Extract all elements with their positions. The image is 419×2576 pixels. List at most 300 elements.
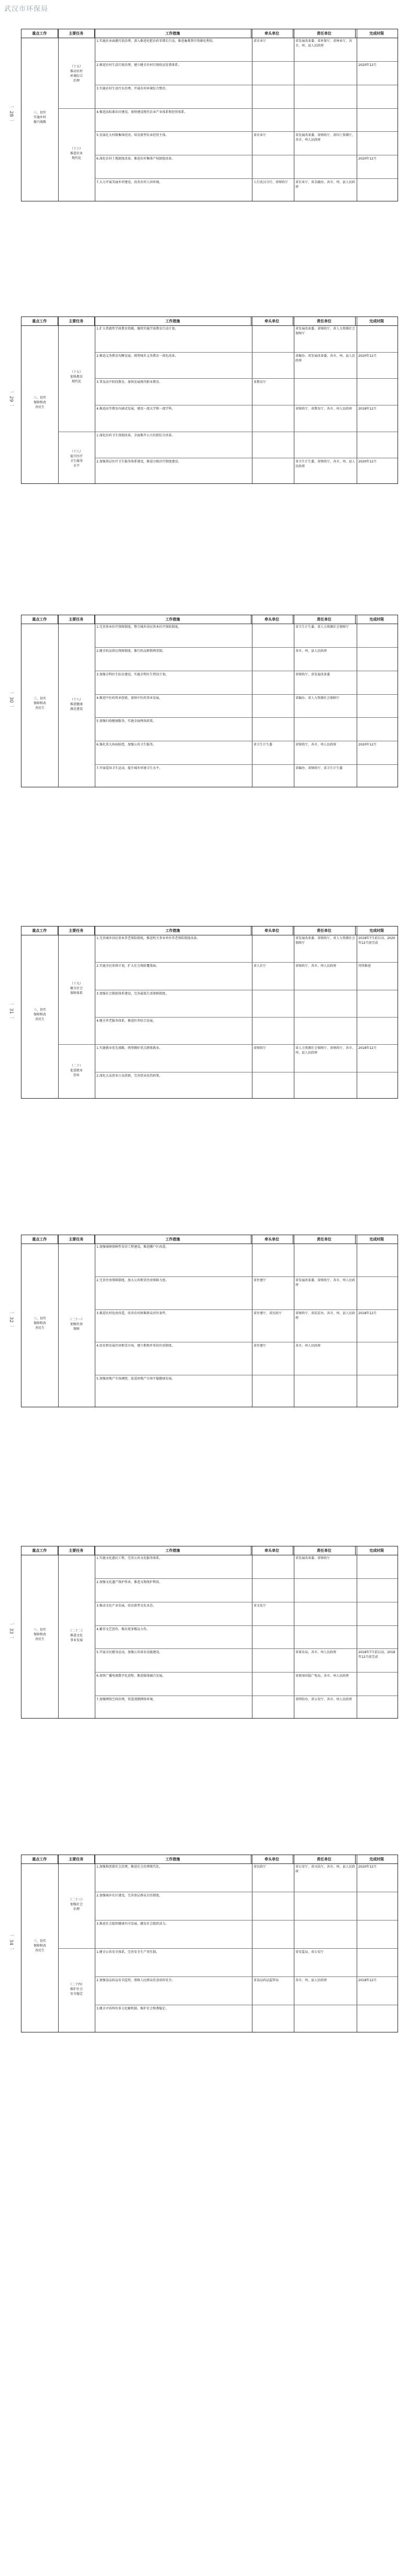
responsible-unit-cell [294, 2005, 357, 2033]
deadline-cell: 2018年12月 [358, 1046, 377, 1050]
responsible-unit-cell [294, 432, 357, 459]
table-row [95, 1696, 398, 1720]
lead-unit-cell [252, 648, 294, 671]
table-row [95, 671, 398, 695]
responsible-unit-cell: 省财政厅、省发展改革委 [295, 672, 330, 676]
header-cell: 责任单位 [293, 615, 356, 624]
deadline-cell [357, 624, 399, 647]
header-cell: 重点工作 [21, 1235, 58, 1244]
deadline-cell [357, 1342, 399, 1375]
header-cell: 主要任务 [58, 615, 95, 624]
responsible-unit-cell: 各市、州、县人民政府 [295, 1979, 327, 1982]
lead-unit-cell [252, 1696, 294, 1720]
page-number: 一 29 一 [8, 390, 14, 409]
header-cell: 责任单位 [293, 927, 356, 935]
document-page [8, 1855, 398, 2032]
responsible-unit-cell: 省编办、省发展改革委，各市、州、县人民政府 [295, 354, 356, 363]
measure-cell: 2.加强文化遗产保护传承，推进文物保护利用。 [96, 1580, 162, 1584]
main-task-label: （二十） 促进就业 创业 [70, 1064, 83, 1077]
header-cell: 牵头单位 [251, 1546, 293, 1555]
header-cell: 牵头单位 [251, 1235, 293, 1244]
measure-cell: 7.开展爱国卫生运动，提升城乡环境卫生水平。 [96, 766, 162, 771]
deadline-cell [357, 765, 399, 788]
header-cell: 主要任务 [58, 927, 95, 935]
lead-unit-cell: 省人社厅 [253, 964, 267, 968]
deadline-cell: 2018年7月前启动，2020年12月前完成 [358, 936, 395, 945]
lead-unit-cell [252, 695, 294, 718]
column-divider [58, 29, 59, 201]
document-page [8, 29, 398, 201]
header-cell: 主要任务 [58, 317, 95, 325]
measure-cell: 3.实施农村生活污水治理，开展农村环境综合整治。 [96, 86, 169, 91]
lead-unit-cell: 省农业厅 [253, 39, 267, 43]
measure-cell: 2.推进农村生活垃圾治理，建立健全农村垃圾收运处置体系。 [96, 63, 181, 67]
document-page [8, 1235, 398, 1407]
lead-unit-cell: 省食品药品监管局 [253, 1979, 279, 1982]
table-row [95, 432, 398, 459]
table-row [95, 325, 398, 352]
deadline-cell [357, 718, 399, 741]
responsible-unit-cell [294, 379, 357, 405]
measure-cell: 5.发展壮大村级集体经济，培育新型农业经营主体。 [96, 133, 169, 138]
lead-unit-cell [252, 1949, 294, 1977]
responsible-unit-cell [294, 990, 357, 1018]
deadline-cell: 2020年12月 [358, 460, 377, 464]
page-number: 一 30 一 [8, 691, 14, 709]
page-number: 一 32 一 [8, 1310, 14, 1329]
lead-unit-cell [252, 1673, 294, 1696]
table-row [95, 352, 398, 379]
table-row [95, 155, 398, 179]
deadline-cell: 持续推进 [358, 964, 371, 968]
task-table [21, 926, 398, 1099]
lead-unit-cell [252, 765, 294, 788]
header-cell: 牵头单位 [251, 317, 293, 325]
responsible-unit-cell: 省财政厅，各市、州人民政府 [295, 964, 337, 968]
table-row [95, 61, 398, 85]
subgroup-divider [58, 108, 95, 109]
responsible-unit-cell [294, 718, 357, 741]
header-cell: 责任单位 [293, 1546, 356, 1555]
table-row [95, 85, 398, 109]
lead-unit-cell [252, 990, 294, 1018]
responsible-unit-cell: 省编办、省人力资源社会保障厅 [295, 696, 340, 700]
page-number: 一 31 一 [8, 1002, 14, 1021]
deadline-cell [357, 325, 399, 352]
lead-unit-cell [252, 718, 294, 741]
key-task-label: 三、切实 保障和改 善民生 [33, 1939, 46, 1952]
table-row [95, 1976, 398, 2005]
header-cell: 完成时限 [369, 1237, 384, 1241]
deadline-cell: 2020年12月 [358, 63, 377, 67]
responsible-unit-cell: 省财政厅，各市、州人民政府 [295, 743, 337, 747]
lead-unit-cell [252, 155, 294, 179]
lead-unit-cell [252, 458, 294, 485]
measure-cell: 6.加快广播电视数字化进程，推进媒体融合发展。 [96, 1674, 166, 1678]
responsible-unit-cell [294, 1626, 357, 1649]
header-cell: 责任单位 [293, 317, 356, 325]
lead-unit-cell [252, 1579, 294, 1602]
header-cell: 工作措施 [95, 615, 251, 624]
header-cell: 主要任务 [58, 1855, 95, 1863]
table-row [95, 935, 398, 962]
header-cell: 完成时限 [369, 1549, 384, 1553]
key-task-label: 三、切实 保障和改 善民生 [33, 396, 46, 409]
table-row [95, 178, 398, 202]
responsible-unit-cell: 省发展改革委、省环保厅、省林业厅，各市、州、县人民政府 [295, 39, 352, 48]
deadline-cell [357, 1244, 399, 1276]
deadline-cell [357, 1696, 399, 1720]
lead-unit-cell: 省财政厅 [253, 1046, 267, 1050]
table-header [21, 1855, 398, 1864]
responsible-unit-cell [294, 1244, 357, 1276]
deadline-cell: 2020年12月 [358, 354, 377, 358]
header-cell: 完成时限 [369, 929, 384, 933]
column-divider [58, 1855, 59, 2032]
main-task-label: （二十四） 维护社会 安全稳定 [68, 1983, 84, 1996]
table-header [21, 1235, 398, 1244]
lead-unit-cell: 省文化厅 [253, 1603, 267, 1608]
main-task-label: （十八） 提升医疗 卫生服务 水平 [70, 450, 83, 468]
measure-cell: 5.加强妇幼健康服务，实施全面两孩政策。 [96, 719, 156, 724]
header-cell: 重点工作 [21, 927, 58, 935]
table-row [95, 647, 398, 671]
deadline-cell [357, 379, 399, 405]
subgroup-divider [58, 1948, 95, 1949]
deadline-cell [357, 85, 399, 109]
deadline-cell [357, 1920, 399, 1949]
responsible-unit-cell: 省安监局、省公安厅 [295, 1950, 324, 1954]
measure-cell: 3.健全矛盾纠纷多元化解机制，维护社会和谐稳定。 [96, 2007, 169, 2010]
lead-unit-cell [252, 109, 294, 132]
table-row [95, 1072, 398, 1100]
lead-unit-cell: 人行武汉分行、省财政厅 [253, 180, 289, 185]
responsible-unit-cell [294, 85, 357, 109]
responsible-unit-cell: 省发展改革委、省财政厅、省人力资源社会保障厅 [295, 936, 356, 945]
key-task-label: 三、切实 保障和改 善民生 [33, 1008, 46, 1021]
deadline-cell [357, 132, 399, 155]
table-row [95, 1892, 398, 1920]
table-row [95, 741, 398, 765]
header-cell: 重点工作 [21, 317, 58, 325]
header-cell: 工作措施 [95, 317, 251, 325]
table-row [95, 378, 398, 405]
table-header [21, 927, 398, 935]
table-row [95, 990, 398, 1018]
lead-unit-cell [252, 62, 294, 85]
lead-unit-cell [252, 432, 294, 459]
main-task-label: （十五） 推动农村 环境综合 治理 [70, 65, 83, 83]
lead-unit-cell: 省住建厅、省民政厅 [253, 1311, 282, 1315]
deadline-cell [357, 1018, 399, 1045]
deadline-cell [357, 1949, 399, 1977]
key-task-label: 三、切实 实施乡村 振兴战略 [33, 111, 46, 124]
deadline-cell [357, 38, 399, 61]
measure-cell: 7.加强网络空间治理，营造清朗网络环境。 [96, 1698, 156, 1702]
header-cell: 主要任务 [58, 1235, 95, 1244]
deadline-cell [357, 648, 399, 671]
table-row [95, 1948, 398, 1977]
measure-cell: 2.加强城乡社区建设，完善基层群众自治制度。 [96, 1894, 162, 1897]
table-row [95, 131, 398, 155]
main-task-label: （二十一） 加强住房 保障 [68, 1318, 84, 1331]
header-cell: 责任单位 [293, 1235, 356, 1244]
header-cell: 完成时限 [369, 31, 384, 36]
subgroup-divider [58, 1044, 95, 1045]
lead-unit-cell [252, 624, 294, 647]
measure-cell: 3.推进社会组织健康有序发展，激发社会组织活力。 [96, 1922, 169, 1926]
lead-unit-cell [252, 2005, 294, 2033]
measure-cell: 3.推动文化产业发展，培育新型文化业态。 [96, 1603, 156, 1608]
header-cell: 工作措施 [95, 1546, 251, 1555]
measure-cell: 5.开展全民健身运动，加强公共体育设施建设。 [96, 1651, 162, 1655]
responsible-unit-cell [294, 62, 357, 85]
responsible-unit-cell: 省新闻出版广电局，各市、州人民政府 [295, 1674, 349, 1678]
responsible-unit-cell: 省网信办、省公安厅，各市、州人民政府 [295, 1698, 352, 1702]
header-cell: 重点工作 [21, 1855, 58, 1863]
lead-unit-cell [252, 671, 294, 695]
measure-cell: 3.推进农村危房改造，改善农村困难群众居住条件。 [96, 1311, 169, 1315]
main-task-label: （二十三） 加强社会 治理 [68, 1898, 84, 1911]
task-table [21, 615, 398, 787]
measure-cell: 1.扩大普惠性学前教育资源，继续实施学前教育行动计划。 [96, 327, 178, 331]
header-cell: 工作措施 [95, 927, 251, 935]
table-row [95, 1017, 398, 1045]
responsible-unit-cell: 省发展改革委、省财政厅、省人力资源社会保障厅 [295, 327, 356, 335]
measure-cell: 2.实施全民参保计划，扩大社会保险覆盖面。 [96, 964, 159, 968]
table-row [95, 694, 398, 718]
responsible-unit-cell: 省农业厅、省金融办，各市、州、县人民政府 [295, 180, 356, 189]
header-cell: 工作措施 [95, 1855, 251, 1863]
main-task-label: （十八） 推进健康 湖北建设 [70, 698, 83, 711]
deadline-cell [357, 671, 399, 695]
key-task-label: 三、切实 保障和改 善民生 [33, 1317, 46, 1330]
table-row [95, 1672, 398, 1696]
lead-unit-cell [252, 1649, 294, 1673]
responsible-unit-cell: 省编办、省财政厅、省卫生计生委 [295, 766, 343, 771]
table-row [95, 1309, 398, 1343]
lead-unit-cell [252, 1244, 294, 1276]
responsible-unit-cell: 省发展改革委、省财政厅 [295, 1556, 330, 1560]
header-cell: 主要任务 [58, 29, 95, 38]
deadline-cell [357, 1602, 399, 1626]
table-row [95, 1648, 398, 1673]
main-task-label: （十六） 推进农业 现代化 [70, 147, 83, 161]
measure-cell: 2.加强基层医疗卫生服务体系建设，推进分级诊疗制度建设。 [96, 460, 181, 464]
lead-unit-cell [252, 353, 294, 379]
document-page [8, 1546, 398, 1719]
lead-unit-cell [252, 405, 294, 432]
lead-unit-cell [252, 1375, 294, 1408]
header-cell: 责任单位 [293, 1855, 356, 1863]
key-task-label: 三、切实 保障和改 善民生 [33, 697, 46, 710]
header-cell: 工作措施 [95, 29, 251, 38]
measure-cell: 1.实施农业面源污染治理，深入推进化肥农药零增长行动，推进畜禽粪污资源化利用。 [96, 39, 216, 43]
page-number: 一 34 一 [8, 1933, 14, 1952]
responsible-unit-cell [294, 109, 357, 132]
header-cell: 责任单位 [293, 29, 356, 38]
deadline-cell [357, 1277, 399, 1310]
task-table [21, 1546, 398, 1719]
deadline-cell [357, 109, 399, 132]
measure-cell: 4.推进高等教育内涵式发展，建设一流大学和一流学科。 [96, 407, 175, 411]
table-row [95, 764, 398, 788]
deadline-cell: 2020年12月 [358, 1865, 377, 1869]
measure-cell: 1.实施就业优先战略，统筹做好重点群体就业。 [96, 1046, 162, 1050]
deadline-cell [357, 2005, 399, 2033]
responsible-unit-cell: 省体育局，各市、州人民政府 [295, 1651, 337, 1655]
measure-cell: 1.健全公共安全体系，完善安全生产责任制。 [96, 1950, 159, 1954]
measure-cell: 1.完善城乡居民基本养老保险制度，推进机关事业单位养老保险制度改革。 [96, 936, 200, 940]
table-row [95, 1044, 398, 1072]
deadline-cell [357, 1626, 399, 1649]
lead-unit-cell [252, 1555, 294, 1578]
deadline-cell [357, 1072, 399, 1100]
measure-cell: 1.加强城镇保障性安居工程建设，推进棚户区改造。 [96, 1245, 169, 1249]
table-row [95, 38, 398, 61]
measure-cell: 1.实施文化惠民工程，完善公共文化服务体系。 [96, 1556, 162, 1560]
lead-unit-cell [252, 85, 294, 109]
main-task-label: （十七） 加快教育 现代化 [70, 370, 83, 384]
table-header [21, 1546, 398, 1555]
lead-unit-cell [252, 1920, 294, 1949]
deadline-cell: 2018年12月 [358, 1311, 377, 1315]
measure-cell: 1.加强和创新社会治理，推进社会治理现代化。 [96, 1865, 162, 1869]
document-page [8, 615, 398, 787]
measure-cell: 3.加强社会救助体系建设，完善最低生活保障制度。 [96, 991, 169, 996]
header-cell: 牵头单位 [251, 927, 293, 935]
deadline-cell [357, 1375, 399, 1408]
responsible-unit-cell [294, 1602, 357, 1626]
header-cell: 主要任务 [58, 1546, 95, 1555]
measure-cell: 4.培育和发展住房租赁市场，建立租购并举的住房制度。 [96, 1344, 175, 1348]
measure-cell: 4.健全养老服务体系，推进医养结合发展。 [96, 1019, 156, 1023]
task-table [21, 1855, 398, 2032]
measure-cell: 2.加强食品药品安全监管，保障人民群众饮食用药安全。 [96, 1979, 175, 1982]
table-row [95, 1863, 398, 1892]
lead-unit-cell [252, 1892, 294, 1920]
responsible-unit-cell [294, 1579, 357, 1602]
table-row [95, 458, 398, 485]
table-row [95, 1276, 398, 1310]
table-row [95, 1375, 398, 1408]
deadline-cell [357, 1579, 399, 1602]
table-header [21, 615, 398, 624]
deadline-cell: 2020年12月 [358, 157, 377, 161]
key-task-label: 三、切实 保障和改 善民生 [33, 1628, 46, 1641]
header-cell: 完成时限 [369, 1857, 384, 1861]
measure-cell: 1.深化医药卫生体制改革，全面推开公立医院综合改革。 [96, 433, 175, 437]
deadline-cell [357, 179, 399, 202]
responsible-unit-cell: 省发展改革委、省财政厅，各市、州人民政府 [295, 1278, 356, 1287]
lead-unit-cell: 省教育厅 [253, 380, 267, 385]
measure-cell: 7.大力开展美丽乡村建设，改善农村人居环境。 [96, 180, 162, 185]
deadline-cell [357, 1892, 399, 1920]
lead-unit-cell [252, 1072, 294, 1100]
header-cell: 牵头单位 [251, 615, 293, 624]
responsible-unit-cell: 各市、州人民政府 [295, 1344, 321, 1348]
measure-cell: 2.推进义务教育均衡发展，统筹城乡义务教育一体化改革。 [96, 354, 178, 358]
task-table [21, 1235, 398, 1407]
deadline-cell [357, 1673, 399, 1696]
page-number: 一 33 一 [8, 1622, 14, 1641]
lead-unit-cell: 省住建厅 [253, 1344, 267, 1348]
table-row [95, 1244, 398, 1276]
responsible-unit-cell: 省公安厅、省司法厅，各市、州、县人民政府 [295, 1865, 356, 1873]
responsible-unit-cell [294, 1072, 357, 1100]
table-row [95, 1625, 398, 1649]
document-page [8, 926, 398, 1099]
header-cell: 完成时限 [369, 617, 384, 622]
table-row [95, 962, 398, 990]
header-cell: 重点工作 [21, 1546, 58, 1555]
table-row [95, 108, 398, 132]
measure-cell: 2.健全药品供应保障制度，推行药品购销两票制。 [96, 649, 166, 653]
deadline-cell [357, 1555, 399, 1578]
responsible-unit-cell [294, 1375, 357, 1408]
responsible-unit-cell [294, 1892, 357, 1920]
measure-cell: 4.推进高标准农田建设，加快建设现代农业产业体系和经营体系。 [96, 110, 188, 114]
main-task-label: （十九） 健全社会 保障体系 [70, 981, 83, 995]
measure-cell: 1.完善基本医疗保障制度，整合城乡居民基本医疗保险制度。 [96, 625, 181, 629]
header-cell: 工作措施 [95, 1235, 251, 1244]
table-row [95, 1920, 398, 1949]
measure-cell: 5.加强房地产市场调控，促进房地产市场平稳健康发展。 [96, 1377, 175, 1381]
measure-cell: 4.繁荣文艺创作，推出更多精品力作。 [96, 1627, 150, 1631]
main-task-label: （二十二） 推进文化 事业发展 [68, 1629, 84, 1642]
table-row [95, 1578, 398, 1602]
measure-cell: 2.深化大众创业万众创新，完善创业扶持政策。 [96, 1074, 162, 1078]
deadline-cell: 2018年12月 [358, 1979, 377, 1982]
deadline-cell [357, 695, 399, 718]
measure-cell: 3.普及高中阶段教育，加快发展现代职业教育。 [96, 380, 162, 385]
header-cell: 牵头单位 [251, 29, 293, 38]
responsible-unit-cell: 省人力资源社会保障厅、省财政厅，各市、州、县人民政府 [295, 1046, 356, 1055]
document-page [8, 317, 398, 484]
responsible-unit-cell [294, 1018, 357, 1045]
deadline-cell [357, 432, 399, 459]
lead-unit-cell [252, 1018, 294, 1045]
responsible-unit-cell [294, 155, 357, 179]
lead-unit-cell: 省农业厅 [253, 133, 267, 138]
table-row [95, 1342, 398, 1375]
header-cell: 重点工作 [21, 29, 58, 38]
table-row [95, 2005, 398, 2033]
header-cell: 牵头单位 [251, 1855, 293, 1863]
responsible-unit-cell: 省卫生计生委、省财政厅，各市、州、县人民政府 [295, 460, 356, 469]
measure-cell: 6.强化重大疾病防控，加强公共卫生服务。 [96, 743, 156, 747]
header-cell: 重点工作 [21, 615, 58, 624]
table-row [95, 1602, 398, 1626]
page-number: 一 28 一 [8, 105, 14, 123]
table-row [95, 717, 398, 741]
header-cell: 完成时限 [369, 319, 384, 323]
lead-unit-cell [252, 935, 294, 962]
measure-cell: 4.推进中医药传承创新，加快中医药事业发展。 [96, 696, 162, 700]
table-header [21, 29, 398, 38]
deadline-cell: 2018年7月前启动，2018年12月前完成 [358, 1651, 395, 1659]
deadline-cell: 2018年12月 [358, 407, 377, 411]
lead-unit-cell [252, 325, 294, 352]
watermark: 武汉市环保局 [4, 5, 49, 13]
measure-cell: 2.完善住房保障制度，加大公共租赁住房保障力度。 [96, 1278, 169, 1282]
responsible-unit-cell: 省财政厅、省教育厅，各市、州人民政府 [295, 407, 352, 411]
task-table [21, 29, 398, 201]
deadline-cell: 2020年12月 [358, 743, 377, 747]
responsible-unit-cell: 省卫生计生委、省人力资源社会保障厅 [295, 625, 349, 629]
lead-unit-cell: 省卫生计生委 [253, 743, 273, 747]
lead-unit-cell [252, 1626, 294, 1649]
